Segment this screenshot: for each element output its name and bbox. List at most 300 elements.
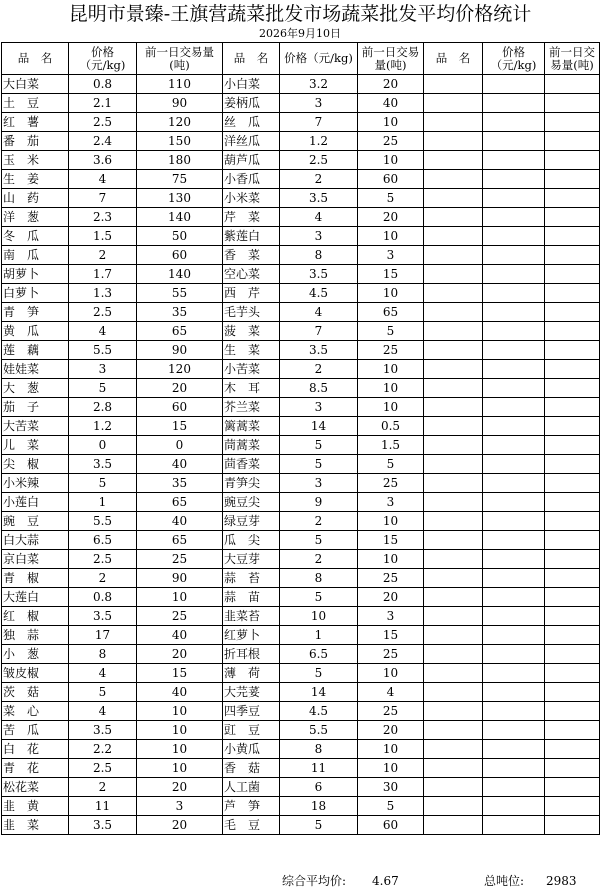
price-value: 2.3 (69, 208, 137, 227)
table-row (2, 778, 600, 797)
vegetable-name: 苦 瓜 (2, 721, 69, 740)
vegetable-name: 蒜 苗 (223, 588, 280, 607)
empty-cell (545, 379, 600, 398)
price-value: 2.5 (280, 151, 358, 170)
volume-value: 35 (137, 303, 223, 322)
volume-value: 60 (137, 398, 223, 417)
volume-value: 10 (358, 284, 424, 303)
vegetable-name: 茴香菜 (223, 455, 280, 474)
vegetable-name: 韭 黄 (2, 797, 69, 816)
empty-cell (545, 759, 600, 778)
empty-cell (424, 455, 483, 474)
empty-cell (545, 284, 600, 303)
empty-cell (483, 664, 545, 683)
volume-value: 3 (358, 246, 424, 265)
price-value: 3 (69, 360, 137, 379)
price-value: 2 (69, 246, 137, 265)
table-row (2, 436, 600, 455)
empty-cell (545, 645, 600, 664)
volume-value: 20 (358, 588, 424, 607)
vegetable-name: 生 菜 (223, 341, 280, 360)
empty-cell (545, 607, 600, 626)
vegetable-name: 茄 子 (2, 398, 69, 417)
empty-cell (424, 645, 483, 664)
empty-cell (545, 797, 600, 816)
empty-cell (483, 151, 545, 170)
volume-value: 40 (358, 94, 424, 113)
empty-cell (483, 512, 545, 531)
empty-cell (424, 189, 483, 208)
vegetable-name: 芦 笋 (223, 797, 280, 816)
table-row (2, 721, 600, 740)
price-value: 3.5 (69, 721, 137, 740)
vegetable-name: 土 豆 (2, 94, 69, 113)
vegetable-name: 茨 菇 (2, 683, 69, 702)
vegetable-name: 茼蒿菜 (223, 436, 280, 455)
table-row (2, 569, 600, 588)
price-value: 8 (280, 569, 358, 588)
price-value: 8 (280, 740, 358, 759)
volume-value: 40 (137, 626, 223, 645)
vegetable-name: 玉 米 (2, 151, 69, 170)
volume-value: 140 (137, 208, 223, 227)
empty-cell (545, 531, 600, 550)
price-value: 2.2 (69, 740, 137, 759)
price-value: 3.5 (69, 455, 137, 474)
volume-value: 5 (358, 189, 424, 208)
empty-cell (545, 569, 600, 588)
vegetable-name: 豌 豆 (2, 512, 69, 531)
volume-value: 5 (358, 322, 424, 341)
empty-cell (424, 132, 483, 151)
vegetable-name: 葫芦瓜 (223, 151, 280, 170)
table-row (2, 493, 600, 512)
empty-cell (483, 607, 545, 626)
vegetable-name: 红萝卜 (223, 626, 280, 645)
empty-cell (545, 94, 600, 113)
volume-value: 20 (137, 379, 223, 398)
empty-cell (483, 493, 545, 512)
empty-cell (545, 398, 600, 417)
total-tonnage-value: 2983 (546, 874, 577, 888)
empty-cell (483, 246, 545, 265)
vegetable-name: 豇 豆 (223, 721, 280, 740)
volume-value: 75 (137, 170, 223, 189)
empty-cell (483, 531, 545, 550)
vegetable-name: 山 药 (2, 189, 69, 208)
empty-cell (545, 189, 600, 208)
price-value: 17 (69, 626, 137, 645)
price-value: 11 (280, 759, 358, 778)
volume-value: 10 (137, 759, 223, 778)
table-row (2, 531, 600, 550)
volume-value: 5 (358, 455, 424, 474)
table-row (2, 607, 600, 626)
empty-cell (424, 265, 483, 284)
empty-cell (483, 303, 545, 322)
price-value: 3 (280, 227, 358, 246)
volume-value: 25 (358, 341, 424, 360)
volume-value: 35 (137, 474, 223, 493)
price-value: 5 (280, 436, 358, 455)
vegetable-name: 韭菜苔 (223, 607, 280, 626)
price-value: 3.5 (280, 189, 358, 208)
vegetable-name: 小米菜 (223, 189, 280, 208)
volume-value: 3 (137, 797, 223, 816)
empty-cell (483, 474, 545, 493)
vegetable-name: 青 笋 (2, 303, 69, 322)
vegetable-name: 青 椒 (2, 569, 69, 588)
price-value: 4 (69, 322, 137, 341)
empty-cell (424, 721, 483, 740)
volume-value: 15 (137, 417, 223, 436)
empty-cell (545, 132, 600, 151)
price-value: 5 (280, 455, 358, 474)
empty-cell (424, 778, 483, 797)
vegetable-name: 白萝卜 (2, 284, 69, 303)
volume-value: 55 (137, 284, 223, 303)
volume-value: 90 (137, 341, 223, 360)
empty-cell (483, 702, 545, 721)
vegetable-name: 大豆芽 (223, 550, 280, 569)
table-row (2, 588, 600, 607)
empty-cell (483, 265, 545, 284)
volume-value: 25 (137, 607, 223, 626)
vegetable-name: 木 耳 (223, 379, 280, 398)
price-value: 2.5 (69, 303, 137, 322)
vegetable-name: 蒜 苔 (223, 569, 280, 588)
vegetable-name: 豌豆尖 (223, 493, 280, 512)
vegetable-name: 空心菜 (223, 265, 280, 284)
volume-value: 15 (358, 531, 424, 550)
empty-cell (424, 702, 483, 721)
header-name: 品 名 (2, 43, 69, 75)
vegetable-name: 人工菌 (223, 778, 280, 797)
table-row (2, 702, 600, 721)
empty-cell (545, 341, 600, 360)
price-value: 3.5 (69, 816, 137, 835)
empty-cell (483, 550, 545, 569)
empty-cell (545, 683, 600, 702)
price-value: 5 (280, 531, 358, 550)
table-row (2, 265, 600, 284)
price-value: 18 (280, 797, 358, 816)
volume-value: 10 (358, 550, 424, 569)
vegetable-name: 四季豆 (223, 702, 280, 721)
vegetable-name: 菜 心 (2, 702, 69, 721)
empty-cell (545, 208, 600, 227)
price-value: 5.5 (69, 341, 137, 360)
empty-cell (545, 303, 600, 322)
volume-value: 3 (358, 607, 424, 626)
empty-cell (545, 246, 600, 265)
vegetable-name: 大白菜 (2, 75, 69, 94)
price-value: 2.8 (69, 398, 137, 417)
vegetable-name: 香 菇 (223, 759, 280, 778)
volume-value: 25 (358, 474, 424, 493)
volume-value: 40 (137, 455, 223, 474)
table-body (2, 75, 600, 835)
average-price-value: 4.67 (372, 874, 399, 888)
volume-value: 25 (358, 702, 424, 721)
volume-value: 10 (358, 379, 424, 398)
price-value: 5 (280, 816, 358, 835)
empty-cell (483, 759, 545, 778)
table-row (2, 740, 600, 759)
empty-cell (483, 360, 545, 379)
volume-value: 20 (358, 721, 424, 740)
price-value: 2.4 (69, 132, 137, 151)
price-value: 4.5 (280, 284, 358, 303)
empty-cell (424, 664, 483, 683)
volume-value: 15 (137, 664, 223, 683)
price-value: 3.5 (280, 341, 358, 360)
empty-cell (483, 113, 545, 132)
vegetable-name: 莲 藕 (2, 341, 69, 360)
volume-value: 120 (137, 360, 223, 379)
price-value: 5.5 (280, 721, 358, 740)
vegetable-name: 折耳根 (223, 645, 280, 664)
empty-cell (424, 208, 483, 227)
vegetable-name: 白 花 (2, 740, 69, 759)
price-value: 5 (280, 588, 358, 607)
price-value: 2 (69, 569, 137, 588)
volume-value: 40 (137, 683, 223, 702)
empty-cell (545, 512, 600, 531)
volume-value: 15 (358, 626, 424, 645)
empty-cell (424, 569, 483, 588)
price-value: 3 (280, 398, 358, 417)
price-value: 2.1 (69, 94, 137, 113)
price-value: 2.5 (69, 550, 137, 569)
price-value: 7 (69, 189, 137, 208)
volume-value: 20 (137, 778, 223, 797)
volume-value: 25 (358, 645, 424, 664)
table-row (2, 132, 600, 151)
empty-cell (483, 569, 545, 588)
empty-cell (424, 284, 483, 303)
empty-cell (483, 132, 545, 151)
empty-cell (483, 208, 545, 227)
empty-cell (483, 170, 545, 189)
volume-value: 0.5 (358, 417, 424, 436)
empty-cell (545, 227, 600, 246)
average-price-label: 综合平均价: (282, 874, 347, 888)
price-value: 2 (280, 550, 358, 569)
volume-value: 20 (358, 208, 424, 227)
empty-cell (424, 683, 483, 702)
empty-cell (483, 436, 545, 455)
empty-cell (545, 151, 600, 170)
empty-cell (424, 75, 483, 94)
table-row (2, 379, 600, 398)
table-row (2, 474, 600, 493)
volume-value: 140 (137, 265, 223, 284)
price-value: 2 (280, 170, 358, 189)
empty-cell (424, 379, 483, 398)
price-value: 7 (280, 322, 358, 341)
volume-value: 10 (137, 721, 223, 740)
volume-value: 130 (137, 189, 223, 208)
volume-value: 10 (358, 360, 424, 379)
volume-value: 50 (137, 227, 223, 246)
volume-value: 20 (137, 816, 223, 835)
vegetable-name: 洋 葱 (2, 208, 69, 227)
volume-value: 25 (358, 132, 424, 151)
empty-cell (424, 550, 483, 569)
vegetable-name: 丝 瓜 (223, 113, 280, 132)
header-volume: 前一日交易量(吨) (137, 43, 223, 75)
table-header-row (2, 43, 600, 75)
empty-cell (424, 151, 483, 170)
volume-value: 3 (358, 493, 424, 512)
table-row (2, 189, 600, 208)
empty-cell (483, 284, 545, 303)
vegetable-name: 芥兰菜 (223, 398, 280, 417)
price-value: 5 (280, 664, 358, 683)
vegetable-name: 小苦菜 (223, 360, 280, 379)
vegetable-name: 韭 菜 (2, 816, 69, 835)
price-value: 7 (280, 113, 358, 132)
header-price: 价格（元/kg) (69, 43, 137, 75)
table-row (2, 398, 600, 417)
vegetable-name: 红 薯 (2, 113, 69, 132)
header-name: 品 名 (223, 43, 280, 75)
volume-value: 15 (358, 265, 424, 284)
price-value: 4 (69, 664, 137, 683)
vegetable-name: 小白菜 (223, 75, 280, 94)
price-value: 2 (69, 778, 137, 797)
vegetable-name: 红 椒 (2, 607, 69, 626)
vegetable-name: 青 花 (2, 759, 69, 778)
vegetable-name: 小香瓜 (223, 170, 280, 189)
empty-cell (483, 740, 545, 759)
header-price: 价格（元/kg) (280, 43, 358, 75)
price-value: 6.5 (280, 645, 358, 664)
header-volume: 前一日交易量(吨) (358, 43, 424, 75)
empty-cell (483, 227, 545, 246)
vegetable-name: 胡萝卜 (2, 265, 69, 284)
empty-cell (424, 341, 483, 360)
empty-cell (424, 512, 483, 531)
price-value: 2 (280, 512, 358, 531)
table-row (2, 246, 600, 265)
price-value: 1.5 (69, 227, 137, 246)
volume-value: 110 (137, 75, 223, 94)
vegetable-name: 薄 荷 (223, 664, 280, 683)
vegetable-name: 白大蒜 (2, 531, 69, 550)
price-value: 1.7 (69, 265, 137, 284)
empty-cell (424, 322, 483, 341)
empty-cell (545, 455, 600, 474)
volume-value: 0 (137, 436, 223, 455)
empty-cell (483, 778, 545, 797)
volume-value: 4 (358, 683, 424, 702)
empty-cell (483, 398, 545, 417)
vegetable-name: 南 瓜 (2, 246, 69, 265)
page-title: 昆明市景臻-王旗营蔬菜批发市场蔬菜批发平均价格统计 (68, 3, 532, 25)
price-table (1, 42, 600, 835)
vegetable-name: 京白菜 (2, 550, 69, 569)
vegetable-name: 紫莲白 (223, 227, 280, 246)
volume-value: 25 (137, 550, 223, 569)
vegetable-name: 小米辣 (2, 474, 69, 493)
volume-value: 90 (137, 94, 223, 113)
table-row (2, 455, 600, 474)
empty-cell (424, 360, 483, 379)
table-row (2, 208, 600, 227)
volume-value: 10 (358, 113, 424, 132)
price-value: 5 (69, 474, 137, 493)
price-value: 3.2 (280, 75, 358, 94)
price-value: 2 (280, 360, 358, 379)
vegetable-name: 番 茄 (2, 132, 69, 151)
table-row (2, 75, 600, 94)
volume-value: 10 (137, 588, 223, 607)
volume-value: 10 (358, 740, 424, 759)
volume-value: 65 (137, 531, 223, 550)
empty-cell (483, 75, 545, 94)
volume-value: 60 (358, 170, 424, 189)
empty-cell (545, 493, 600, 512)
vegetable-name: 小 葱 (2, 645, 69, 664)
empty-cell (545, 816, 600, 835)
price-value: 4 (280, 303, 358, 322)
empty-cell (483, 721, 545, 740)
table-row (2, 94, 600, 113)
price-value: 1.2 (69, 417, 137, 436)
empty-cell (483, 417, 545, 436)
volume-value: 10 (358, 664, 424, 683)
empty-cell (424, 797, 483, 816)
price-value: 6 (280, 778, 358, 797)
empty-cell (424, 816, 483, 835)
volume-value: 30 (358, 778, 424, 797)
empty-cell (483, 683, 545, 702)
volume-value: 10 (358, 759, 424, 778)
table-row (2, 151, 600, 170)
table-row (2, 645, 600, 664)
empty-cell (483, 626, 545, 645)
header-volume: 前一日交易量(吨) (545, 43, 600, 75)
price-value: 3.5 (69, 607, 137, 626)
empty-cell (545, 436, 600, 455)
table-row (2, 170, 600, 189)
header-name: 品 名 (424, 43, 483, 75)
volume-value: 20 (358, 75, 424, 94)
empty-cell (424, 246, 483, 265)
vegetable-name: 绿豆芽 (223, 512, 280, 531)
volume-value: 65 (137, 322, 223, 341)
empty-cell (483, 189, 545, 208)
empty-cell (424, 398, 483, 417)
volume-value: 90 (137, 569, 223, 588)
price-value: 8 (69, 645, 137, 664)
price-value: 10 (280, 607, 358, 626)
price-value: 4.5 (280, 702, 358, 721)
empty-cell (424, 493, 483, 512)
volume-value: 65 (137, 493, 223, 512)
table-row (2, 360, 600, 379)
volume-value: 10 (358, 512, 424, 531)
volume-value: 60 (137, 246, 223, 265)
empty-cell (424, 740, 483, 759)
price-value: 3.5 (280, 265, 358, 284)
empty-cell (545, 702, 600, 721)
price-value: 3.6 (69, 151, 137, 170)
price-value: 0.8 (69, 588, 137, 607)
empty-cell (424, 303, 483, 322)
